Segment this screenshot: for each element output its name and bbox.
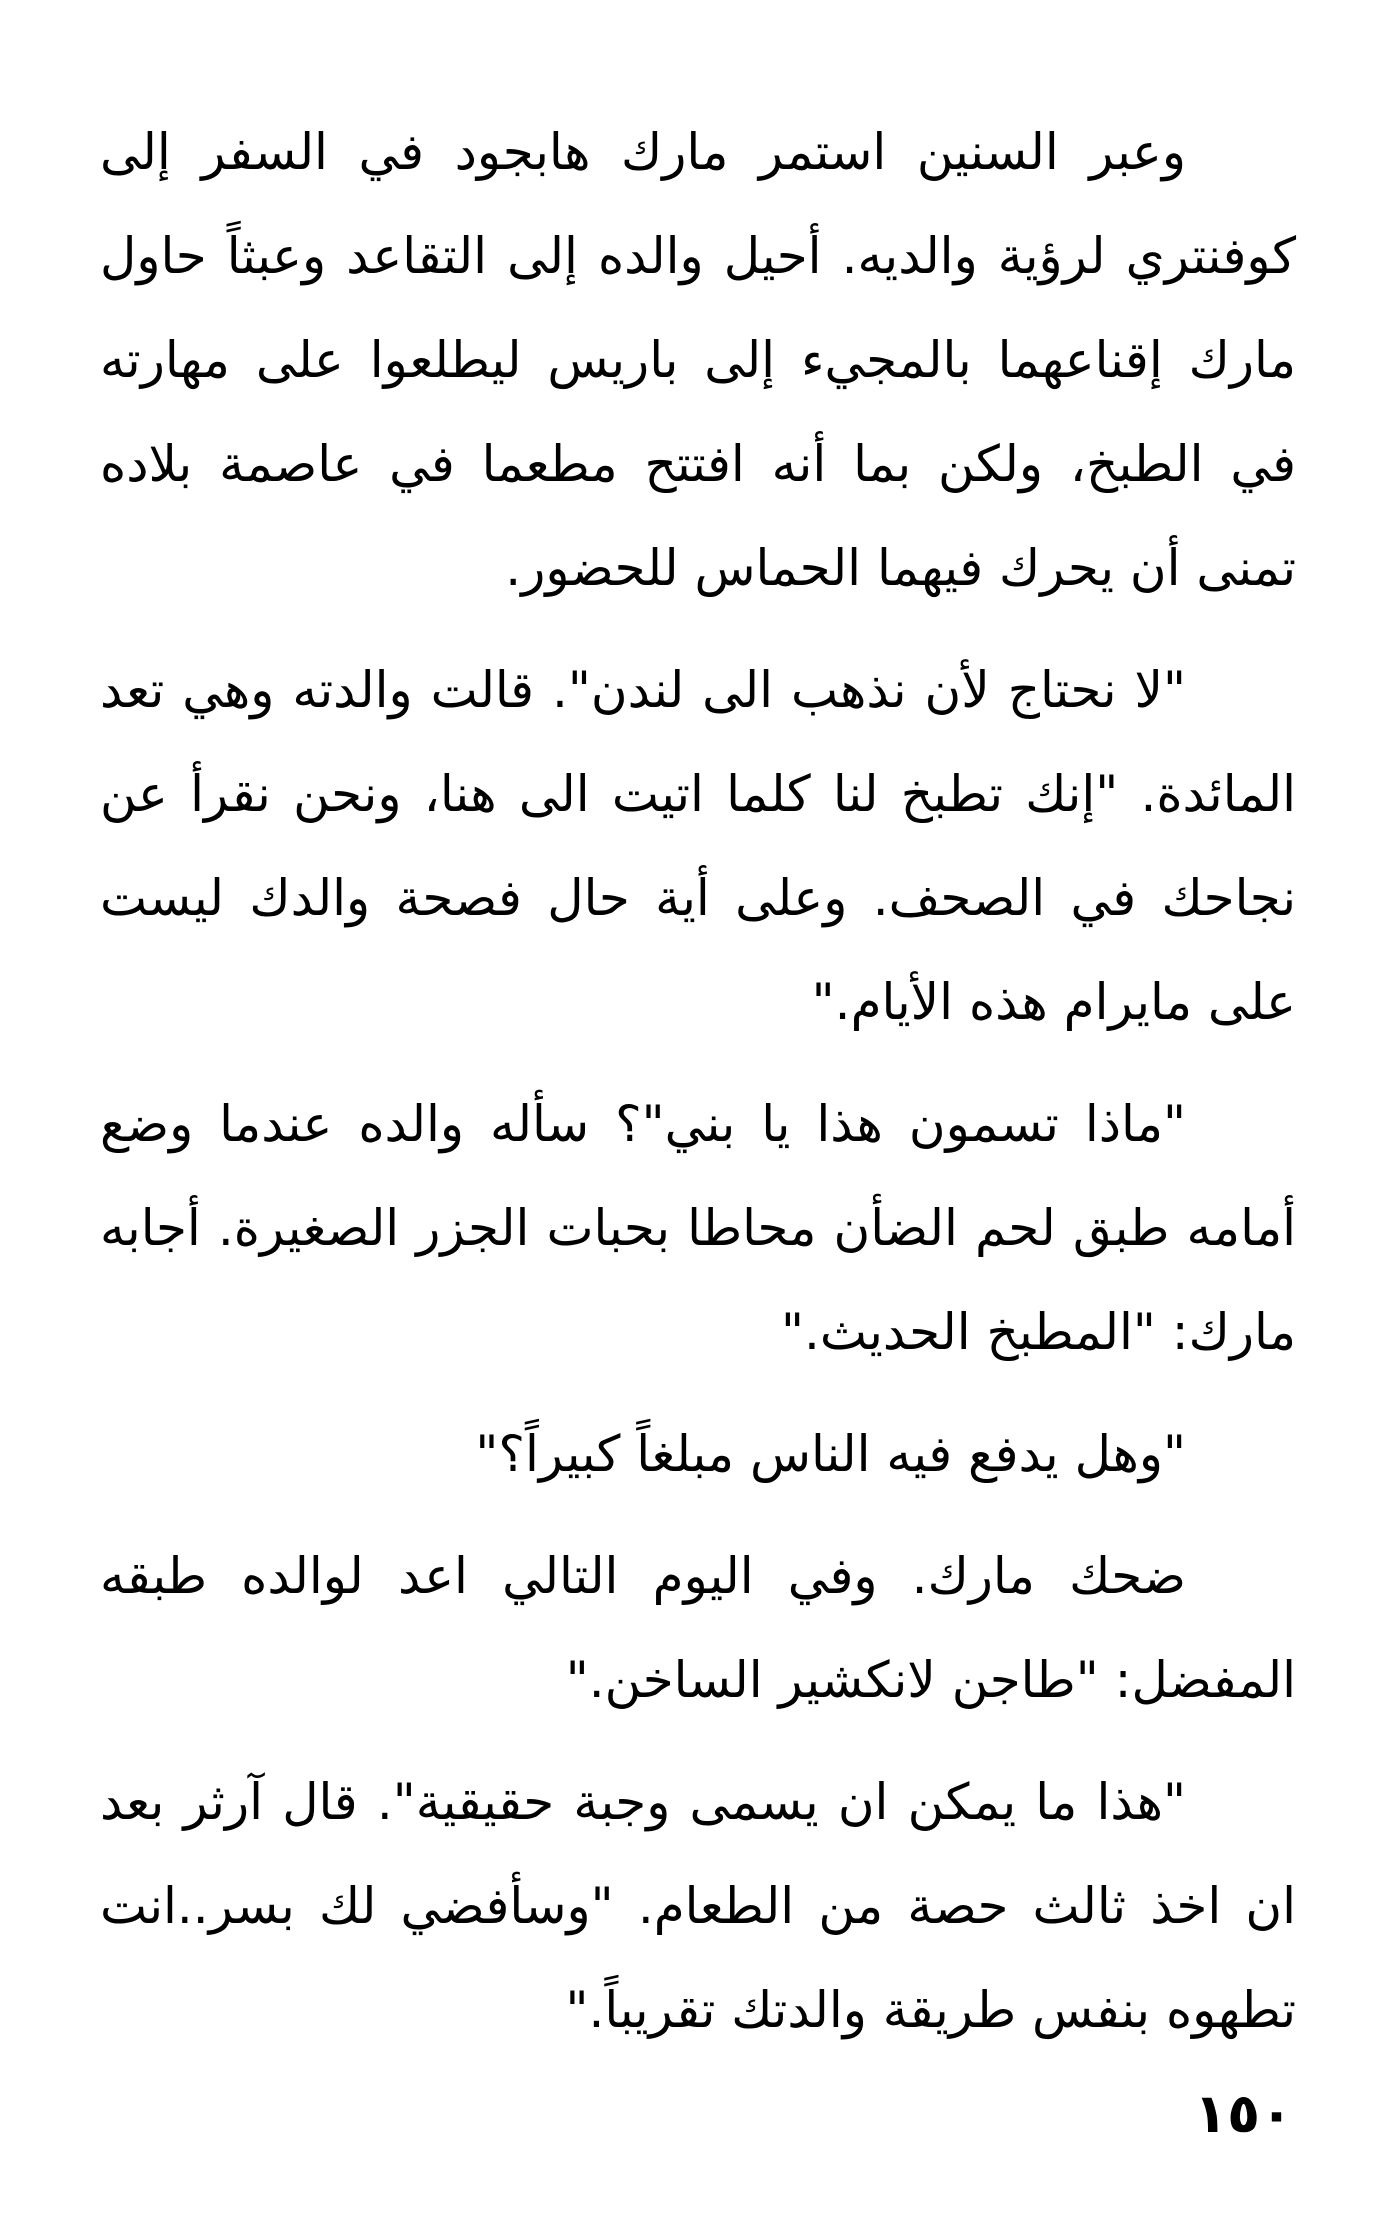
paragraph-1: وعبر السنين استمر مارك هابجود في السفر إلى كوفنتري لرؤية والديه. أحيل والده إلى التقاعد وعبثاً حاول مارك إقناعهما بالمجيء إلى باريس ليطلعوا على مهارته في الطبخ، ولكن بما أنه افتتح مطعما في عاصمة بلاده تمنى أن يحرك فيهما الحماس للحضور. [100,123,1296,597]
paragraph-2: "لا نحتاج لأن نذهب الى لندن". قالت والدته وهي تعد المائدة. "إنك تطبخ لنا كلما اتيت الى هنا، ونحن نقرأ عن نجاحك في الصحف. وعلى أية حال فصحة والدك ليست على مايرام هذه الأيام." [100,661,1296,1031]
page-number: ١٥٠ [1194,2082,1293,2145]
paragraph-5: ضحك مارك. وفي اليوم التالي اعد لوالده طبقه المفضل: "طاجن لانكشير الساخن." [100,1547,1296,1709]
book-page [100,100,1296,2100]
paragraph-4: "وهل يدفع فيه الناس مبلغاً كبيراً؟" [475,1425,1186,1483]
paragraph-3: "ماذا تسمون هذا يا بني"؟ سأله والده عندما وضع أمامه طبق لحم الضأن محاطا بحبات الجزر الصغيرة. أجابه مارك: "المطبخ الحديث." [100,1095,1296,1361]
paragraph-6: "هذا ما يمكن ان يسمى وجبة حقيقية". قال آرثر بعد ان اخذ ثالث حصة من الطعام. "وسأفضي لك بسر..انت تطهوه بنفس طريقة والدتك تقريباً." [100,1773,1296,2039]
